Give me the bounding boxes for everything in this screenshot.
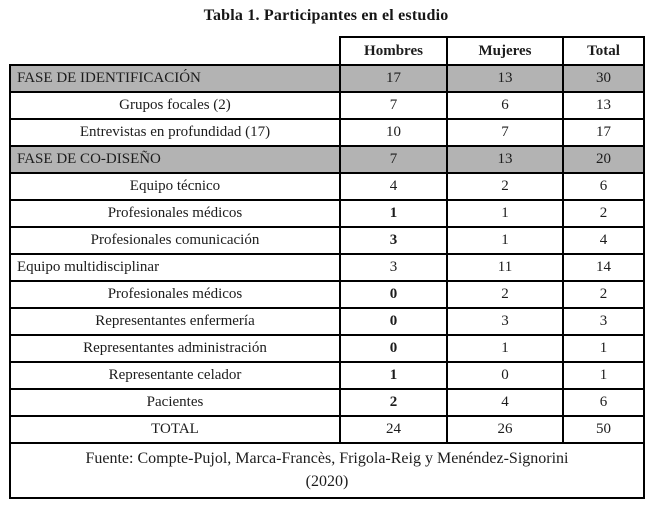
- table-row: [10, 119, 644, 146]
- cell-value: 20: [563, 146, 644, 173]
- cell-value: 1: [447, 335, 563, 362]
- cell-value: 0: [447, 362, 563, 389]
- cell-value: 6: [447, 92, 563, 119]
- cell-value: 6: [563, 173, 644, 200]
- source-note-line-2: (2020): [305, 473, 349, 491]
- cell-value: 17: [340, 65, 447, 92]
- table-row: [10, 200, 644, 227]
- cell-value: 24: [340, 416, 447, 443]
- row-label: TOTAL: [10, 416, 340, 443]
- row-label: Representantes administración: [10, 335, 340, 362]
- cell-value: 30: [563, 65, 644, 92]
- table-row: [10, 227, 644, 254]
- cell-value: 3: [563, 308, 644, 335]
- table-row: [10, 173, 644, 200]
- row-label: Profesionales médicos: [10, 200, 340, 227]
- row-label: Profesionales médicos: [10, 281, 340, 308]
- cell-value: 4: [340, 173, 447, 200]
- column-header-total: Total: [563, 37, 644, 65]
- cell-value: 10: [340, 119, 447, 146]
- corner-blank-cell: [10, 37, 340, 65]
- row-label: Profesionales comunicación: [10, 227, 340, 254]
- cell-value: 17: [563, 119, 644, 146]
- cell-value: 1: [447, 227, 563, 254]
- row-label: Equipo técnico: [10, 173, 340, 200]
- cell-value: 3: [340, 254, 447, 281]
- row-label: FASE DE CO-DISEÑO: [10, 146, 340, 173]
- cell-value: 1: [563, 362, 644, 389]
- table-row: [10, 389, 644, 416]
- row-label: FASE DE IDENTIFICACIÓN: [10, 65, 340, 92]
- cell-value: 2: [563, 281, 644, 308]
- cell-value: 1: [563, 335, 644, 362]
- participants-table: [9, 36, 645, 499]
- header-row: [10, 37, 644, 65]
- cell-value: 13: [563, 92, 644, 119]
- cell-value: 13: [447, 65, 563, 92]
- source-note: [10, 443, 644, 498]
- source-note-line-1: Fuente: Compte-Pujol, Marca-Francès, Frigola-Reig y Menéndez-Signorini: [85, 450, 569, 467]
- cell-value: 26: [447, 416, 563, 443]
- table-row: [10, 92, 644, 119]
- column-header-hombres: Hombres: [340, 37, 447, 65]
- cell-value: 2: [447, 281, 563, 308]
- cell-value: 0: [340, 281, 447, 308]
- row-label: Representantes enfermería: [10, 308, 340, 335]
- cell-value: 11: [447, 254, 563, 281]
- table-row: [10, 362, 644, 389]
- row-label: Entrevistas en profundidad (17): [10, 119, 340, 146]
- row-label: Representante celador: [10, 362, 340, 389]
- cell-value: 1: [340, 200, 447, 227]
- cell-value: 1: [340, 362, 447, 389]
- cell-value: 3: [340, 227, 447, 254]
- table-row: [10, 416, 644, 443]
- table-row: [10, 281, 644, 308]
- table-row: [10, 146, 644, 173]
- row-label: Grupos focales (2): [10, 92, 340, 119]
- cell-value: 2: [340, 389, 447, 416]
- cell-value: 13: [447, 146, 563, 173]
- cell-value: 0: [340, 335, 447, 362]
- cell-value: 7: [340, 92, 447, 119]
- row-label: Pacientes: [10, 389, 340, 416]
- cell-value: 7: [447, 119, 563, 146]
- cell-value: 50: [563, 416, 644, 443]
- cell-value: 0: [340, 308, 447, 335]
- source-row: [10, 443, 644, 498]
- column-header-mujeres: Mujeres: [447, 37, 563, 65]
- cell-value: 2: [563, 200, 644, 227]
- table-body: [10, 65, 644, 443]
- table-row: [10, 335, 644, 362]
- cell-value: 3: [447, 308, 563, 335]
- table-row: [10, 254, 644, 281]
- cell-value: 1: [447, 200, 563, 227]
- cell-value: 14: [563, 254, 644, 281]
- row-label: Equipo multidisciplinar: [10, 254, 340, 281]
- table-title: Tabla 1. Participantes en el estudio: [203, 7, 449, 24]
- cell-value: 2: [447, 173, 563, 200]
- table-row: [10, 308, 644, 335]
- cell-value: 7: [340, 146, 447, 173]
- cell-value: 4: [447, 389, 563, 416]
- cell-value: 6: [563, 389, 644, 416]
- table-row: [10, 65, 644, 92]
- cell-value: 4: [563, 227, 644, 254]
